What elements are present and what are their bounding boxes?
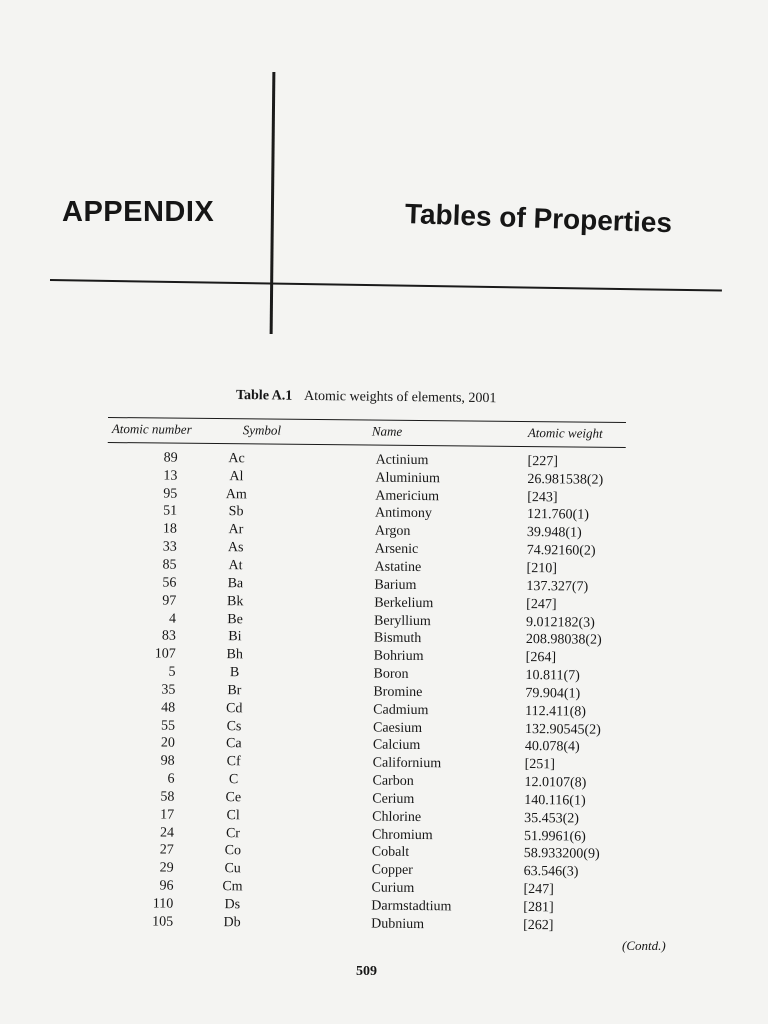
cell-atomic-number: 55 [160, 718, 176, 734]
cell-symbol: Bh [226, 647, 243, 663]
cell-atomic-weight: 9.012182(3) [525, 614, 595, 631]
cell-atomic-weight: [243] [527, 489, 558, 505]
cell-symbol: Cu [224, 861, 241, 877]
cell-atomic-number: 89 [163, 450, 178, 466]
cell-symbol: Cm [222, 879, 243, 895]
cell-atomic-number: 4 [168, 611, 177, 627]
column-header-atomic-number: Atomic number [111, 421, 192, 437]
cell-name: Boron [373, 666, 409, 682]
cell-symbol: Co [224, 843, 242, 859]
cell-symbol: Cf [226, 754, 241, 770]
cell-atomic-number: 13 [163, 468, 178, 484]
cell-name: Carbon [372, 773, 414, 790]
cell-atomic-weight: 121.760(1) [527, 507, 589, 524]
cell-atomic-weight: [281] [523, 900, 554, 916]
cell-atomic-number: 5 [168, 664, 176, 680]
cell-atomic-number: 85 [162, 557, 177, 573]
cell-name: Berkelium [374, 595, 434, 611]
cell-atomic-weight: [251] [524, 757, 556, 773]
table-caption [236, 388, 497, 407]
cell-atomic-weight: [227] [527, 453, 558, 470]
cell-atomic-number: 58 [160, 789, 175, 805]
cell-symbol: At [228, 558, 243, 574]
column-header-atomic-weight: Atomic weight [527, 425, 603, 441]
cell-name: Caesium [372, 720, 423, 736]
cell-symbol: Sb [228, 504, 244, 520]
cell-symbol: Cl [226, 807, 240, 824]
cell-name: Cobalt [371, 845, 410, 861]
cell-name: Californium [372, 755, 442, 772]
cell-name: Chromium [371, 827, 433, 843]
cell-symbol: Cs [226, 718, 242, 734]
cell-atomic-number: 48 [161, 700, 176, 716]
cell-name: Bromine [373, 684, 423, 700]
cell-atomic-number: 110 [152, 896, 174, 912]
cell-name: Bismuth [373, 630, 422, 647]
cell-name: Beryllium [373, 613, 431, 629]
table-row [103, 913, 621, 936]
column-header-name: Name [371, 423, 403, 439]
cell-atomic-weight: 137.327(7) [526, 578, 589, 595]
cell-atomic-weight: 112.411(8) [525, 703, 587, 720]
cell-atomic-weight: 12.0107(8) [524, 775, 587, 791]
cell-symbol: Al [229, 468, 244, 485]
continued-note: (Contd.) [622, 938, 666, 953]
cell-atomic-weight: 140.116(1) [524, 792, 586, 809]
cell-name: Cadmium [373, 702, 429, 718]
cell-symbol: B [229, 665, 240, 681]
cell-atomic-number: 35 [161, 682, 176, 698]
cell-atomic-weight: [247] [523, 882, 554, 898]
cell-atomic-weight: [262] [523, 917, 554, 934]
cell-atomic-number: 17 [160, 807, 175, 823]
cell-symbol: Ca [226, 736, 242, 752]
cell-symbol: Am [225, 486, 247, 502]
atomic-weights-table [103, 417, 626, 936]
table-caption-text: Atomic weights of elements, 2001 [303, 388, 497, 407]
cell-symbol: Cd [225, 700, 243, 717]
cell-name: Astatine [374, 559, 422, 575]
cell-symbol: Br [227, 683, 242, 699]
cell-atomic-weight: 208.98038(2) [525, 632, 602, 649]
cell-atomic-weight: 132.90545(2) [524, 721, 601, 738]
cell-symbol: Cr [225, 825, 241, 841]
horizontal-rule [50, 279, 722, 292]
cell-name: Darmstadtium [371, 898, 452, 915]
cell-symbol: Bk [226, 593, 244, 609]
cell-name: Americium [375, 488, 440, 504]
cell-atomic-weight: 74.92160(2) [526, 543, 596, 559]
cell-atomic-number: 107 [154, 646, 176, 662]
cell-atomic-number: 29 [159, 860, 174, 876]
cell-atomic-number: 18 [162, 521, 177, 537]
vertical-rule [270, 72, 276, 334]
cell-atomic-weight: 35.453(2) [524, 810, 580, 827]
cell-atomic-number: 56 [162, 575, 177, 591]
column-header-symbol: Symbol [242, 422, 282, 438]
cell-atomic-number: 98 [160, 753, 175, 769]
cell-atomic-number: 51 [163, 503, 178, 520]
cell-name: Calcium [372, 737, 421, 754]
cell-name: Barium [374, 577, 417, 593]
cell-atomic-number: 96 [159, 878, 174, 894]
cell-atomic-number: 6 [167, 771, 175, 787]
cell-atomic-weight: 26.981538(2) [527, 471, 604, 488]
cell-symbol: Ac [228, 451, 245, 467]
cell-symbol: Ce [225, 790, 242, 806]
cell-atomic-number: 20 [160, 735, 175, 752]
cell-atomic-weight: 79.904(1) [525, 685, 581, 702]
cell-atomic-weight: 10.811(7) [525, 668, 580, 684]
cell-name: Actinium [375, 452, 429, 468]
cell-name: Aluminium [375, 470, 441, 486]
cell-atomic-weight: 39.948(1) [526, 525, 582, 541]
cell-atomic-number: 24 [159, 825, 175, 841]
cell-symbol: Db [223, 914, 241, 931]
cell-symbol: C [228, 772, 239, 788]
cell-atomic-number: 33 [162, 539, 177, 555]
cell-symbol: Bi [228, 629, 242, 645]
cell-name: Arsenic [374, 541, 419, 558]
cell-name: Dubnium [371, 916, 425, 932]
table-header-row [108, 418, 626, 445]
table-caption-label: Table A.1 [235, 388, 293, 404]
cell-name: Argon [374, 523, 411, 540]
cell-symbol: Ds [224, 897, 241, 913]
cell-atomic-weight: [210] [526, 561, 557, 577]
cell-atomic-weight: 40.078(4) [524, 739, 580, 755]
table-body [103, 443, 626, 936]
cell-name: Antimony [375, 506, 432, 522]
cell-atomic-weight: 63.546(3) [523, 864, 579, 880]
appendix-label: APPENDIX [62, 196, 215, 228]
cell-symbol: Ba [227, 575, 244, 592]
cell-symbol: Ar [228, 522, 244, 538]
cell-symbol: Be [227, 611, 243, 627]
cell-atomic-weight: [264] [525, 650, 557, 666]
cell-atomic-number: 95 [163, 486, 178, 502]
cell-symbol: As [227, 540, 244, 556]
cell-atomic-weight: 58.933200(9) [523, 846, 600, 863]
cell-name: Bohrium [373, 648, 424, 665]
page-number: 509 [356, 964, 377, 979]
cell-atomic-number: 97 [162, 593, 177, 609]
cell-name: Chlorine [372, 809, 422, 825]
cell-atomic-weight: 51.9961(6) [523, 828, 586, 845]
page-title: Tables of Properties [404, 198, 673, 239]
cell-atomic-number: 83 [161, 628, 176, 645]
cell-name: Copper [371, 862, 413, 879]
cell-name: Cerium [372, 791, 415, 807]
cell-atomic-number: 105 [152, 914, 174, 930]
cell-atomic-number: 27 [159, 843, 174, 859]
cell-name: Curium [371, 880, 415, 897]
cell-atomic-weight: [247] [526, 596, 557, 612]
